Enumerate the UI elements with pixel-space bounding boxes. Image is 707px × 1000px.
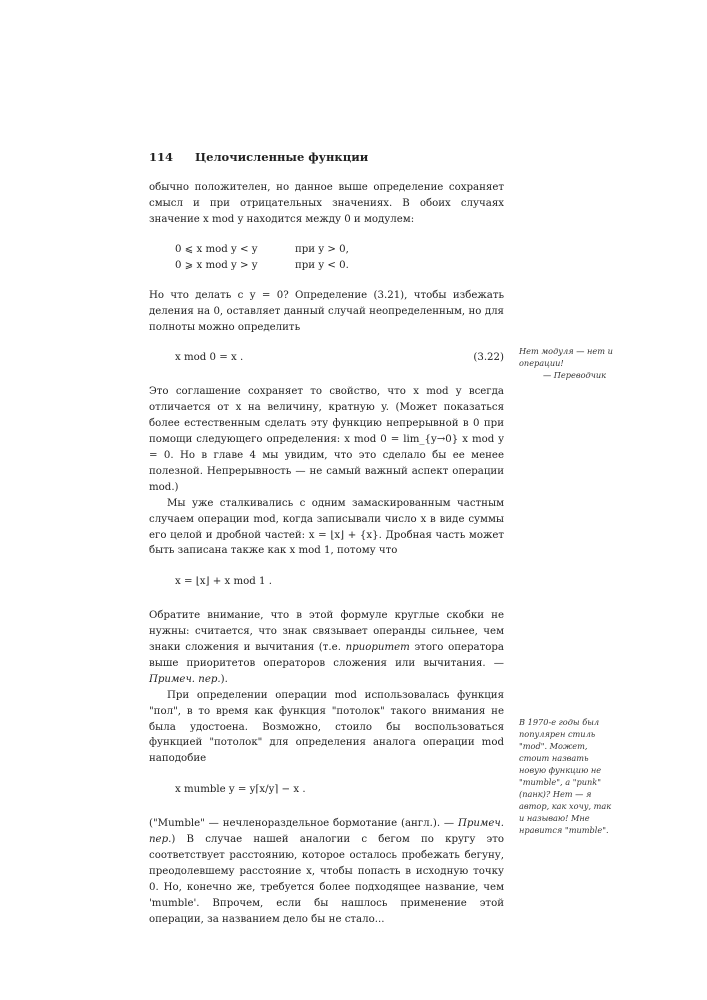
- main-text: [149, 180, 504, 928]
- paragraph-6: При определении операции mod использовалась функция "пол", в то время как функция "потолок" такого внимания не была удостоена. Возможно, стоило бы воспользоваться функцией "потолок" для определения аналога операции mod наподобие: [149, 689, 504, 765]
- page-number: 114: [149, 150, 174, 164]
- paragraph-2: Но что делать с y = 0? Определение (3.21), чтобы избежать деления на 0, оставляет данный случай неопределенным, но для полноты можно определить: [149, 289, 504, 333]
- paragraph-1: обычно положителен, но данное выше определение сохраняет смысл и при отрицательных значениях. В обоих случаях значение x mod y находится между 0 и модулем:: [149, 182, 504, 225]
- formula-expr: x mod 0 = x .: [175, 352, 244, 364]
- paragraph-4: Мы уже сталкивались с одним замаскированным частным случаем операции mod, когда записывали число x в виде суммы его целой и дробной частей: x = ⌊x⌋ + {x}. Дробная часть может быть записана также как x mod 1, потому что: [149, 497, 504, 557]
- formula-expr: x = ⌊x⌋ + x mod 1 .: [175, 576, 272, 588]
- formula-row-1-lhs: 0 ⩽ x mod y < y: [175, 243, 258, 255]
- formula-row-2-lhs: 0 ⩾ x mod y > y: [175, 259, 258, 271]
- margin-note-text: Нет модуля — нет и операции!: [519, 346, 613, 368]
- formula-expr: x mumble y = y⌈x/y⌉ − x .: [175, 784, 306, 796]
- page-header: [149, 150, 509, 164]
- formula-mumble: [175, 782, 504, 798]
- paragraph-5: Обратите внимание, что в этой формуле круглые скобки не нужны: считается, что знак связывает операнды сильнее, чем знаки сложения и вычитания (т.е. приоритет этого оператора выше приоритетов операторов сложения или вычитания. — Примеч. пер.).: [149, 610, 504, 685]
- formula-3-22: [175, 350, 504, 366]
- paragraph-3: Это соглашение сохраняет то свойство, что x mod y всегда отличается от x на величину, кратную y. (Может показаться более естественным сделать эту функцию непрерывной в 0 при помощи следующего определения: x mod 0 = lim_{y→0} x mod y = 0. Но в главе 4 мы увидим, что это сделало бы ее менее полезной. Непрерывность — не самый важный аспект операции mod.): [149, 386, 504, 493]
- chapter-title: Целочисленные функции: [195, 150, 369, 164]
- formula-row-2-rhs: при y < 0.: [295, 259, 349, 271]
- formula-row-1-rhs: при y > 0,: [295, 243, 349, 255]
- paragraph-7: ("Mumble" — нечленораздельное бормотание (англ.). — Примеч. пер.) В случае нашей аналогии с бегом по кругу это соответствует расстоянию, которое осталось пробежать бегуну, преодолевшему расстояние x, чтобы попасть в исходную точку 0. Но, конечно же, требуется более подходящее название, чем 'mumble'. Впрочем, если бы нашлось применение этой операции, за названием дело бы не стало...: [149, 818, 504, 925]
- formula-mod-bounds: [175, 242, 504, 274]
- margin-note-2: [519, 716, 614, 836]
- equation-number: (3.22): [473, 352, 504, 364]
- margin-note-text: В 1970-е годы был популярен стиль "mod". Может, стоит назвать новую функцию не "mumble", а "punk" (панк)? Нет — я автор, как хочу, так и называю! Мне нравится "mumble".: [519, 717, 612, 835]
- formula-floor-sum: [175, 574, 504, 590]
- margin-note-1: [519, 345, 614, 381]
- margin-note-signature: — Переводчик: [542, 370, 606, 380]
